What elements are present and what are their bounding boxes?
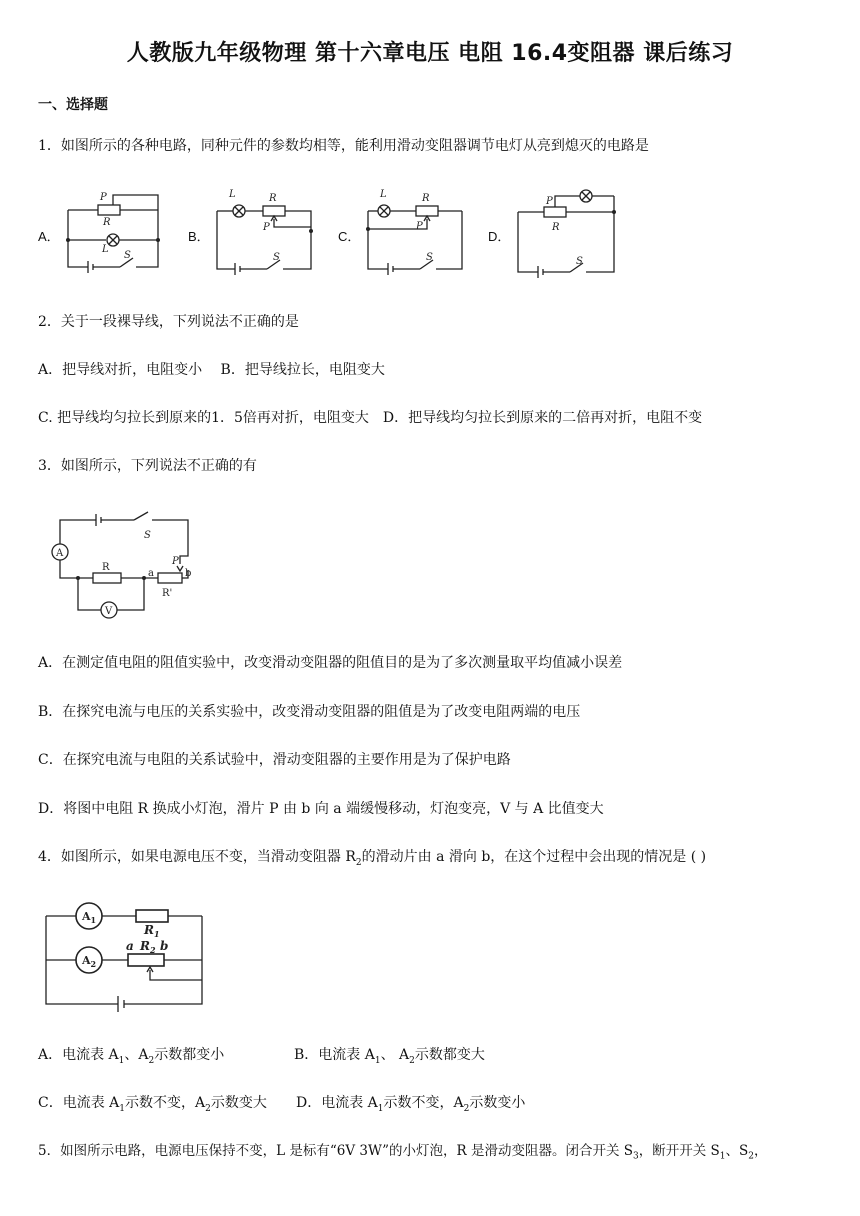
lamp-l-label: L bbox=[102, 244, 109, 255]
q4-circuit bbox=[44, 896, 214, 1014]
q1-circuit-d bbox=[508, 182, 623, 277]
lamp-l-label-c: L bbox=[380, 189, 387, 200]
ammeter-a2-label: $A_2$ bbox=[82, 954, 97, 969]
q3-circuit bbox=[48, 508, 198, 626]
q3-option-a: A．在测定值电阻的阻值实验中，改变滑动变阻器的阻值目的是为了多次测量取平均值减小误差 bbox=[38, 655, 623, 671]
terminal-b-label-q4: b bbox=[160, 939, 169, 953]
slider-p-label: P bbox=[100, 192, 107, 203]
q1-option-b-label: B． bbox=[188, 229, 210, 244]
ammeter-a-label: A bbox=[56, 548, 64, 559]
q4-option-a: A．电流表 $A_1$、$A_2$示数都变小 bbox=[38, 1047, 225, 1066]
question-2-options-cd: C. 把导线均匀拉长到原来的1．5倍再对折，电阻变大 D．把导线均匀拉长到原来的二倍再对折，电阻不变 bbox=[38, 410, 703, 426]
terminal-a-label-q4: a bbox=[126, 939, 134, 953]
question-4-stem: 4．如图所示，如果电源电压不变，当滑动变阻器 $R_2$的滑动片由 a 滑向 b，在这个过程中会出现的情况是 ( ) bbox=[38, 849, 707, 868]
slider-p-label-d: P bbox=[546, 196, 553, 207]
resistor-r-label-b: R bbox=[269, 193, 277, 204]
slider-p-label-q3: P bbox=[172, 556, 179, 567]
q4-option-d: D．电流表 $A_1$示数不变，$A_2$示数变小 bbox=[296, 1095, 526, 1114]
switch-s-label-q3: S bbox=[144, 530, 151, 541]
q1-option-d-label: D． bbox=[488, 229, 511, 244]
q3-option-c: C．在探究电流与电阻的关系试验中，滑动变阻器的主要作用是为了保护电路 bbox=[38, 752, 511, 768]
question-1-stem: 1．如图所示的各种电路，同种元件的参数均相等，能利用滑动变阻器调节电灯从亮到熄灭的电路是 bbox=[38, 138, 649, 154]
q4-option-c: C．电流表 $A_1$示数不变，$A_2$示数变大 bbox=[38, 1095, 267, 1114]
q1-circuit-b bbox=[205, 185, 320, 275]
q1-circuit-a bbox=[58, 185, 168, 275]
q3-option-d: D．将图中电阻 R 换成小灯泡，滑片 P 由 b 向 a 端缓慢移动，灯泡变亮，V 与 A 比值变大 bbox=[38, 801, 604, 817]
page-title: 人教版九年级物理 第十六章电压 电阻 16.4变阻器 课后练习 bbox=[126, 41, 734, 66]
resistor-r-label-q3: R bbox=[102, 562, 110, 573]
slider-p-label-c: P bbox=[416, 221, 423, 232]
resistor-r1-label: $R_1$ bbox=[144, 923, 160, 939]
rheostat-r-prime-label: R' bbox=[162, 588, 173, 599]
terminal-a-label: a bbox=[148, 568, 154, 579]
ammeter-a1-label: $A_1$ bbox=[82, 910, 97, 925]
q3-option-b: B．在探究电流与电压的关系实验中，改变滑动变阻器的阻值是为了改变电阻两端的电压 bbox=[38, 704, 581, 720]
question-5-stem: 5．如图所示电路，电源电压保持不变，L 是标有“6V 3W”的小灯泡，R 是滑动变阻器。闭合开关 $S_3$，断开开关 $S_1$、$S_2$， bbox=[38, 1143, 768, 1162]
question-3-stem: 3．如图所示，下列说法不正确的有 bbox=[38, 458, 257, 474]
slider-p-label-b: P bbox=[263, 222, 270, 233]
switch-s-label-b: S bbox=[273, 252, 280, 263]
resistor-r-label-d: R bbox=[552, 222, 560, 233]
q1-circuit-c bbox=[358, 185, 473, 275]
voltmeter-v-label: V bbox=[105, 606, 113, 617]
rheostat-r2-label: $R_2$ bbox=[140, 939, 156, 955]
question-2-options-ab: A．把导线对折，电阻变小 B．把导线拉长，电阻变大 bbox=[38, 362, 385, 378]
q1-option-c-label: C． bbox=[338, 229, 361, 244]
section-heading: 一、选择题 bbox=[38, 97, 108, 113]
resistor-r-label-c: R bbox=[422, 193, 430, 204]
question-2-stem: 2．关于一段裸导线，下列说法不正确的是 bbox=[38, 314, 299, 330]
terminal-b-label: b bbox=[185, 568, 192, 579]
resistor-r-label: R bbox=[103, 217, 111, 228]
lamp-l-label-b: L bbox=[229, 189, 236, 200]
switch-s-label-c: S bbox=[426, 252, 433, 263]
q1-option-a-label: A． bbox=[38, 229, 60, 244]
switch-s-label-d: S bbox=[576, 256, 583, 267]
q4-option-b: B．电流表 $A_1$、 $A_2$示数都变大 bbox=[294, 1047, 485, 1066]
switch-s-label: S bbox=[124, 250, 131, 261]
